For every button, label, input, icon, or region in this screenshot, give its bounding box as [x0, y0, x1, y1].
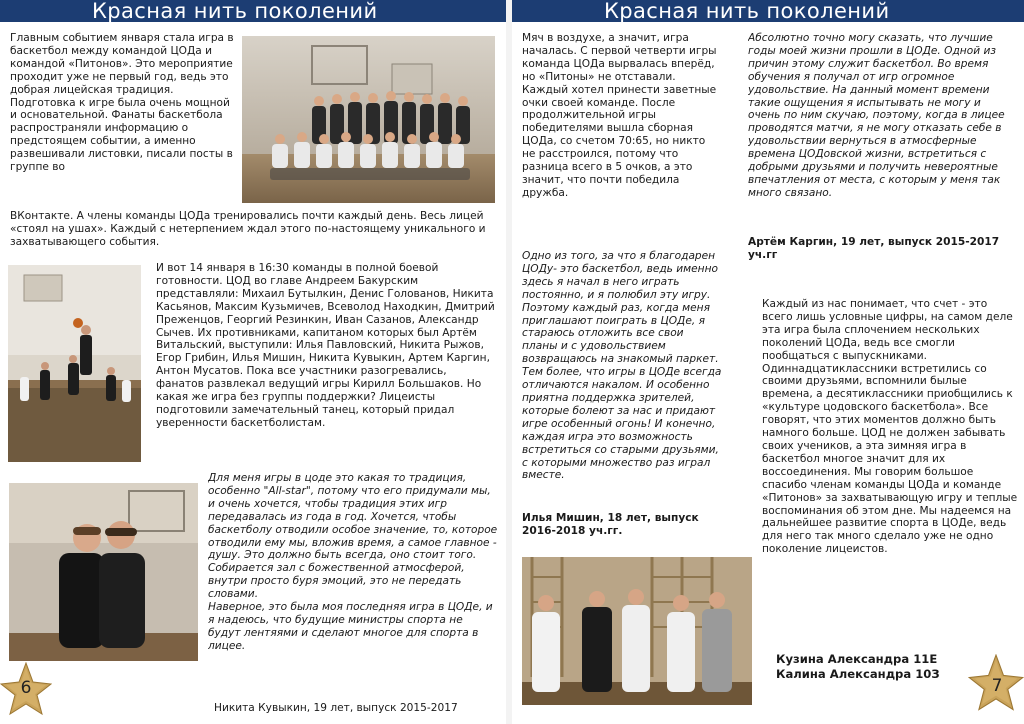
right-quote-kargin [748, 32, 1016, 236]
players-gym-photo [522, 557, 752, 705]
right-header-title: Красная нить поколений [604, 0, 890, 22]
left-quote-paragraph-1: Для меня игры в цоде это какая то традиция, особенно "All-star", потому что его придумали мы, и очень хочется, чтобы традиция этих игр передавалась из года в год. Хочется, чтобы баскетболу отводили особое значение, то, которое отводили ему мы, вложив время, а самое главное - душу. Это должно быть всегда, оно стоит того. Собирается зал с божественной атмосферой, внутри просто буря эмоций, это не передать словами. [208, 472, 498, 601]
left-page [0, 0, 506, 724]
left-teams-text [156, 262, 496, 466]
author-1: Кузина Александра 11Е [776, 652, 938, 666]
author-2: Калина Александра 10З [776, 666, 940, 681]
right-quote-mishin [522, 250, 722, 510]
left-teams-paragraph: И вот 14 января в 16:30 команды в полной боевой готовности. ЦОД во главе Андреем Бакурским представляли: Михаил Бутылкин, Денис Голованов, Никита Касьянов, Максим Кузьмичев, Всеволод Находкин, Дмитрий Преженцов, Георгий Резинкин, Иван Сазанов, Александр Сычев. Их противниками, капитаном которых был Артём Витальский, выступили: Илья Павловский, Никита Рыжов, Егор Грибин, Илья Мишин, Никита Кувыкин, Артем Каргин, Антон Мусатов. Пока все участники разогревались, фанатов развлекал ведущий игры Кирилл Большаков. Но какая же игра без группы поддержки? Лицеисты подготовили замечательный танец, который придал уверенности баскетболистам. [156, 262, 495, 429]
right-page [512, 0, 1024, 724]
left-quote-signature [214, 702, 504, 718]
left-page-number-text: 6 [20, 678, 32, 698]
left-header-title: Красная нить поколений [92, 0, 378, 22]
article-authors [776, 652, 976, 681]
left-intro-text [10, 32, 236, 208]
team-group-photo [242, 36, 495, 203]
left-header-banner [0, 0, 506, 22]
right-header-banner [512, 0, 1024, 22]
left-quote-block [208, 472, 498, 690]
right-conclusion-paragraph: Каждый из нас понимает, что счет - это всего лишь условные цифры, на самом деле эта игра была сплочением нескольких поколений ЦОДа, ведь все смогли пообщаться с выпускниками. Одиннадцатиклассники встретились со своими друзьями, вспомнили былые времена, а десятиклассники приобщились к «культуре цодовского баскетбола». Все говорят, что этих моментов должно быть намного больше. ЦОД не должен забывать своих учеников, а эта зимняя игра в баскетбол многое значит для их воссоединения. Мы говорим большое спасибо членам команды ЦОДа и команде «Питонов» за захватывающую игру и теплые воспоминания об этом дне. Мы надеемся на дальнейшее развитие спорта в ЦОДе, ведь для него так много сделало уже не одно поколение лицеистов. [762, 298, 1018, 556]
right-game-text [522, 32, 718, 222]
left-quote-paragraph-2: Наверное, это была моя последняя игра в ЦОДе, и я надеюсь, что будущие министры спорта не будут лентяями и сделают многое для спорта в лицее. [208, 601, 493, 652]
right-quote-mishin-signature [522, 512, 722, 540]
left-intro-continued-paragraph: ВКонтакте. А члены команды ЦОДа тренировались почти каждый день. Весь лицей «стоял на ушах». Каждый с нетерпением ждал этого по-настоящему уникального и захватывающего события. [10, 210, 486, 248]
game-action-photo [8, 265, 141, 462]
right-page-number-text: 7 [991, 676, 1003, 696]
right-game-paragraph: Мяч в воздухе, а значит, игра началась. С первой четверти игры команда ЦОДа вырвалась вперёд, но «Питоны» не отставали. Каждый хотел принести заветные очки своей команде. После продолжительной игры победителями вышла сборная ЦОДа, со счетом 70:65, но никто не расстроился, потому что разница всего в 5 очков, а это значит, что почти победила дружба. [522, 32, 717, 199]
left-quote-signature-text: Никита Кувыкин, 19 лет, выпуск 2015-2017 [214, 702, 458, 714]
right-quote-kargin-signature-text: Артём Каргин, 19 лет, выпуск 2015-2017 уч.гг [748, 236, 1000, 261]
left-page-number [12, 678, 40, 698]
left-intro-continued [10, 210, 498, 254]
right-quote-mishin-signature-text: Илья Мишин, 18 лет, выпуск 2016-2018 уч.гг. [522, 512, 699, 537]
right-page-number [982, 676, 1012, 696]
right-quote-kargin-signature [748, 236, 1016, 264]
right-quote-kargin-paragraph: Абсолютно точно могу сказать, что лучшие годы моей жизни прошли в ЦОДе. Одной из причин этому служит баскетбол. Во время обучения я получал от игр огромное удовольствие. На данный момент времени такие ощущения я испытывать не могу и очень по ним скучаю, поэтому, когда в лицее проводятся матчи, я не могу отказать себе в удовольствии вернуться в атмосферные времена ЦОДовской жизни, встретиться с добрыми друзьями и получить невероятные впечатления от места, с которым у меня так много связано. [748, 32, 1005, 199]
left-intro-paragraph: Главным событием января стала игра в баскетбол между командой ЦОДа и командой «Питонов». Это мероприятие проходит уже не первый год, ведь это добрая лицейская традиция. Подготовка к игре была очень мощной и основательной. Фанаты баскетбола распространяли информацию о предстоящем событии, а именно развешивали листовки, писали посты в группе во [10, 32, 234, 174]
two-players-photo [9, 483, 198, 661]
right-quote-mishin-paragraph: Одно из того, за что я благодарен ЦОДу- это баскетбол, ведь именно здесь я начал в него играть постоянно, и я полюбил эту игру. Поэтому каждый раз, когда меня приглашают поиграть в ЦОДе, я стараюсь отложить все свои планы и с удовольствием возвращаюсь на знакомый паркет. Тем более, что игры в ЦОДе всегда отличаются накалом. И особенно приятна поддержка зрителей, которые болеют за нас и придают игре особенный огонь! И конечно, каждая игра это возможность встретиться со старыми друзьями, с которыми множество раз играл вместе. [522, 250, 722, 482]
right-conclusion-text [762, 298, 1018, 618]
